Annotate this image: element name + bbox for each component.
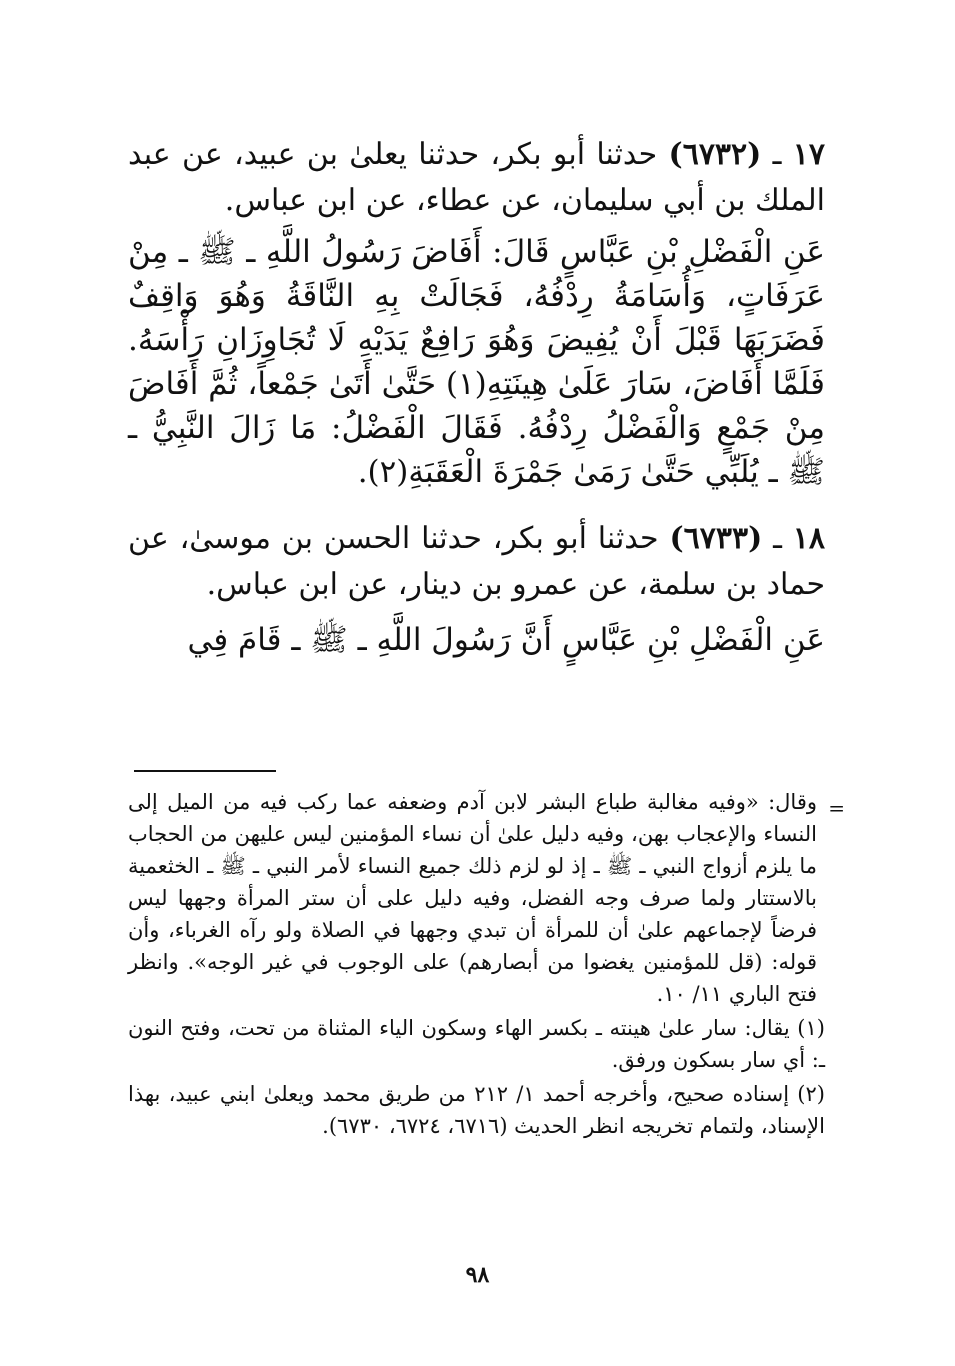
entry-separator: ـ	[761, 137, 793, 172]
hadith-number: (٦٧٣٢)	[668, 137, 762, 172]
footnote-2: (٢) إسناده صحيح، وأخرجه أحمد ١/ ٢١٢ من طريق محمد ويعلىٰ ابني عبيد، بهذا الإسناد، ولتمام تخريجه انظر الحديث (٦٧١٦، ٦٧٢٤، ٦٧٣٠).	[128, 1082, 825, 1138]
matn-text: عَنِ الْفَضْلِ بْنِ عَبَّاسٍ قَالَ: أَفَاضَ رَسُولُ اللَّهِ ـ ﷺ ـ مِنْ عَرَفَاتٍ، وَأُسَامَةُ رِدْفُهُ، فَجَالَتْ بِهِ النَّاقَةُ وَهُوَ وَاقِفٌ فَضَرَبَهَا قَبْلَ أَنْ يُفِيضَ وَهُوَ رَافِعٌ يَدَيْهِ لَا تُجَاوِزَانِ رَأْسَهُ. فَلَمَّا أَفَاضَ، سَارَ عَلَىٰ هِينَتِهِ(١) حَتَّىٰ أَتَىٰ جَمْعاً، ثُمَّ أَفَاضَ مِنْ جَمْعٍ وَالْفَضْلُ رِدْفُهُ. فَقَالَ الْفَضْلُ: مَا زَالَ النَّبِيُّ ـ ﷺ ـ يُلَبِّي حَتَّىٰ رَمَىٰ جَمْرَةَ الْعَقَبَةِ(٢).	[128, 234, 826, 490]
main-text	[128, 132, 825, 684]
entry-number: ١٨	[792, 521, 825, 556]
entry-separator: ـ	[762, 521, 793, 556]
page-number: ٩٨	[465, 1262, 490, 1288]
hadith-entry-18	[128, 516, 825, 662]
footnote-divider	[134, 770, 276, 772]
isnad-line	[128, 132, 825, 224]
entry-number: ١٧	[792, 137, 825, 172]
isnad-text: حدثنا أبو بكر، حدثنا الحسن بن موسىٰ، عن حماد بن سلمة، عن عمرو بن دينار، عن ابن عباس.	[128, 521, 825, 602]
isnad-text: حدثنا أبو بكر، حدثنا يعلىٰ بن عبيد، عن عبد الملك بن أبي سليمان، عن عطاء، عن ابن عباس.	[128, 137, 825, 218]
hadith-entry-17	[128, 132, 825, 494]
continuation-mark: =	[828, 796, 845, 820]
hadith-number: (٦٧٣٣)	[669, 521, 763, 556]
footnotes	[128, 786, 845, 1144]
matn-text: عَنِ الْفَضْلِ بْنِ عَبَّاسٍ أَنَّ رَسُولَ اللَّهِ ـ ﷺ ـ قَامَ فِي	[187, 622, 825, 658]
footnote-continuation: وقال: «وفيه مغالبة طباع البشر لابن آدم وضعفه عما ركب فيه من الميل إلى النساء والإعجاب بهن، وفيه دليل علىٰ أن نساء المؤمنين ليس عليهن من الحجاب ما يلزم أزواج النبي ـ ﷺ ـ إذ لو لزم ذلك جميع النساء لأمر النبي ـ ﷺ ـ الخثعمية بالاستتار ولما صرف وجه الفضل، وفيه دليل على أن ستر المرأة وجهها ليس فرضاً لإجماعهم علىٰ أن للمرأة أن تبدي وجهها في الصلاة ولو رآه الغرباء، وأن قوله: (قل للمؤمنين يغضوا من أبصارهم) على الوجوب في غير الوجه». وانظر فتح الباري ١١/ ١٠.	[128, 790, 817, 1006]
footnote-1: (١) يقال: سار علىٰ هينته ـ بكسر الهاء وسكون الياء المثناة من تحت، وفتح النون ـ: أي سار بسكون ورفق.	[128, 1016, 825, 1072]
isnad-line	[128, 516, 825, 608]
